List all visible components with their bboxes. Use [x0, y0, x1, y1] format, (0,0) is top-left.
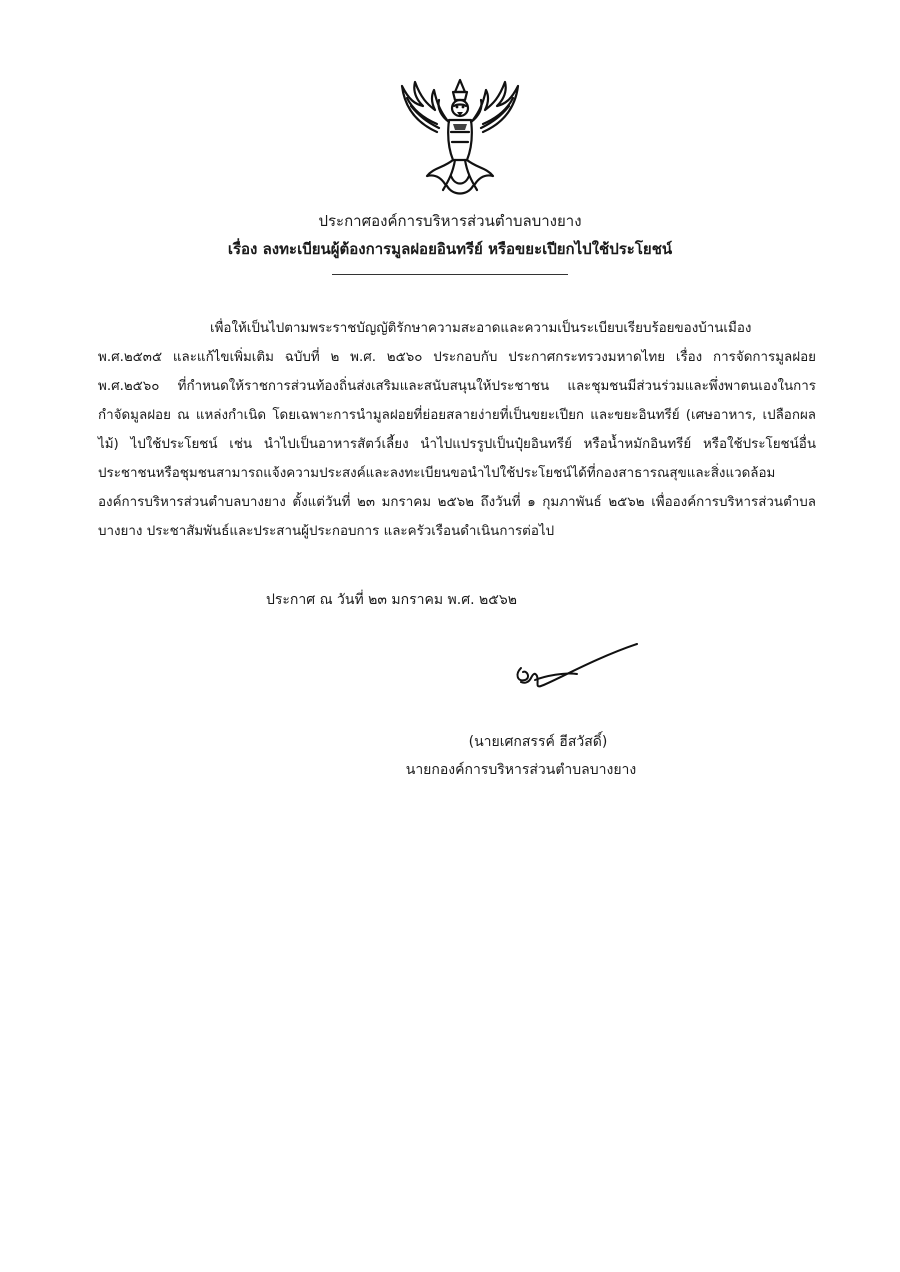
header-divider [332, 274, 568, 275]
announcement-body: เพื่อให้เป็นไปตามพระราชบัญญัติรักษาความสะอาดและความเป็นระเบียบเรียบร้อยของบ้านเมือง พ.ศ.๒๕๓๕ และแก้ไขเพิ่มเติม ฉบับที่ ๒ พ.ศ. ๒๕๖๐ ประกอบกับ ประกาศกระทรวงมหาดไทย เรื่อง การจัดการมูลฝอย พ.ศ.๒๕๖๐ ที่กำหนดให้ราชการส่วนท้องถิ่นส่งเสริมและสนับสนุนให้ประชาชน และชุมชนมีส่วนร่วมและพึ่งพาตนเองในการกำจัดมูลฝอย ณ แหล่งกำเนิด โดยเฉพาะการนำมูลฝอยที่ย่อยสลายง่ายที่เป็นขยะเปียก และขยะอินทรีย์ (เศษอาหาร, เปลือกผลไม้) ไปใช้ประโยชน์ เช่น นำไปเป็นอาหารสัตว์เลี้ยง นำไปแปรรูปเป็นปุ๋ยอินทรีย์ หรือน้ำหมักอินทรีย์ หรือใช้ประโยชน์อื่น ประชาชนหรือชุมชนสามารถแจ้งความประสงค์และลงทะเบียนขอนำไปใช้ประโยชน์ได้ที่กองสาธารณสุขและสิ่งแวดล้อม องค์การบริหารส่วนตำบลบางยาง ตั้งแต่วันที่ ๒๓ มกราคม ๒๕๖๒ ถึงวันที่ ๑ กุมภาพันธ์ ๒๕๖๒ เพื่อองค์การบริหารส่วนตำบลบางยาง ประชาสัมพันธ์และประสานผู้ประกอบการ และครัวเรือนดำเนินการต่อไป [98, 321, 816, 539]
announcement-heading: ประกาศองค์การบริหารส่วนตำบลบางยาง [318, 212, 582, 230]
garuda-emblem-icon [397, 76, 523, 200]
signer-title: นายกองค์การบริหารส่วนตำบลบางยาง [405, 762, 637, 778]
subject-text: ลงทะเบียนผู้ต้องการมูลฝอยอินทรีย์ หรือขยะเปียกไปใช้ประโยชน์ [262, 240, 673, 258]
signer-name: (นายเศกสรรค์ ฮีสวัสดิ์) [468, 734, 608, 750]
subject-label: เรื่อง [227, 240, 258, 258]
announcement-date: ประกาศ ณ วันที่ ๒๓ มกราคม พ.ศ. ๒๕๖๒ [266, 592, 517, 608]
handwritten-signature-icon [505, 638, 645, 698]
announcement-subject [0, 239, 900, 259]
